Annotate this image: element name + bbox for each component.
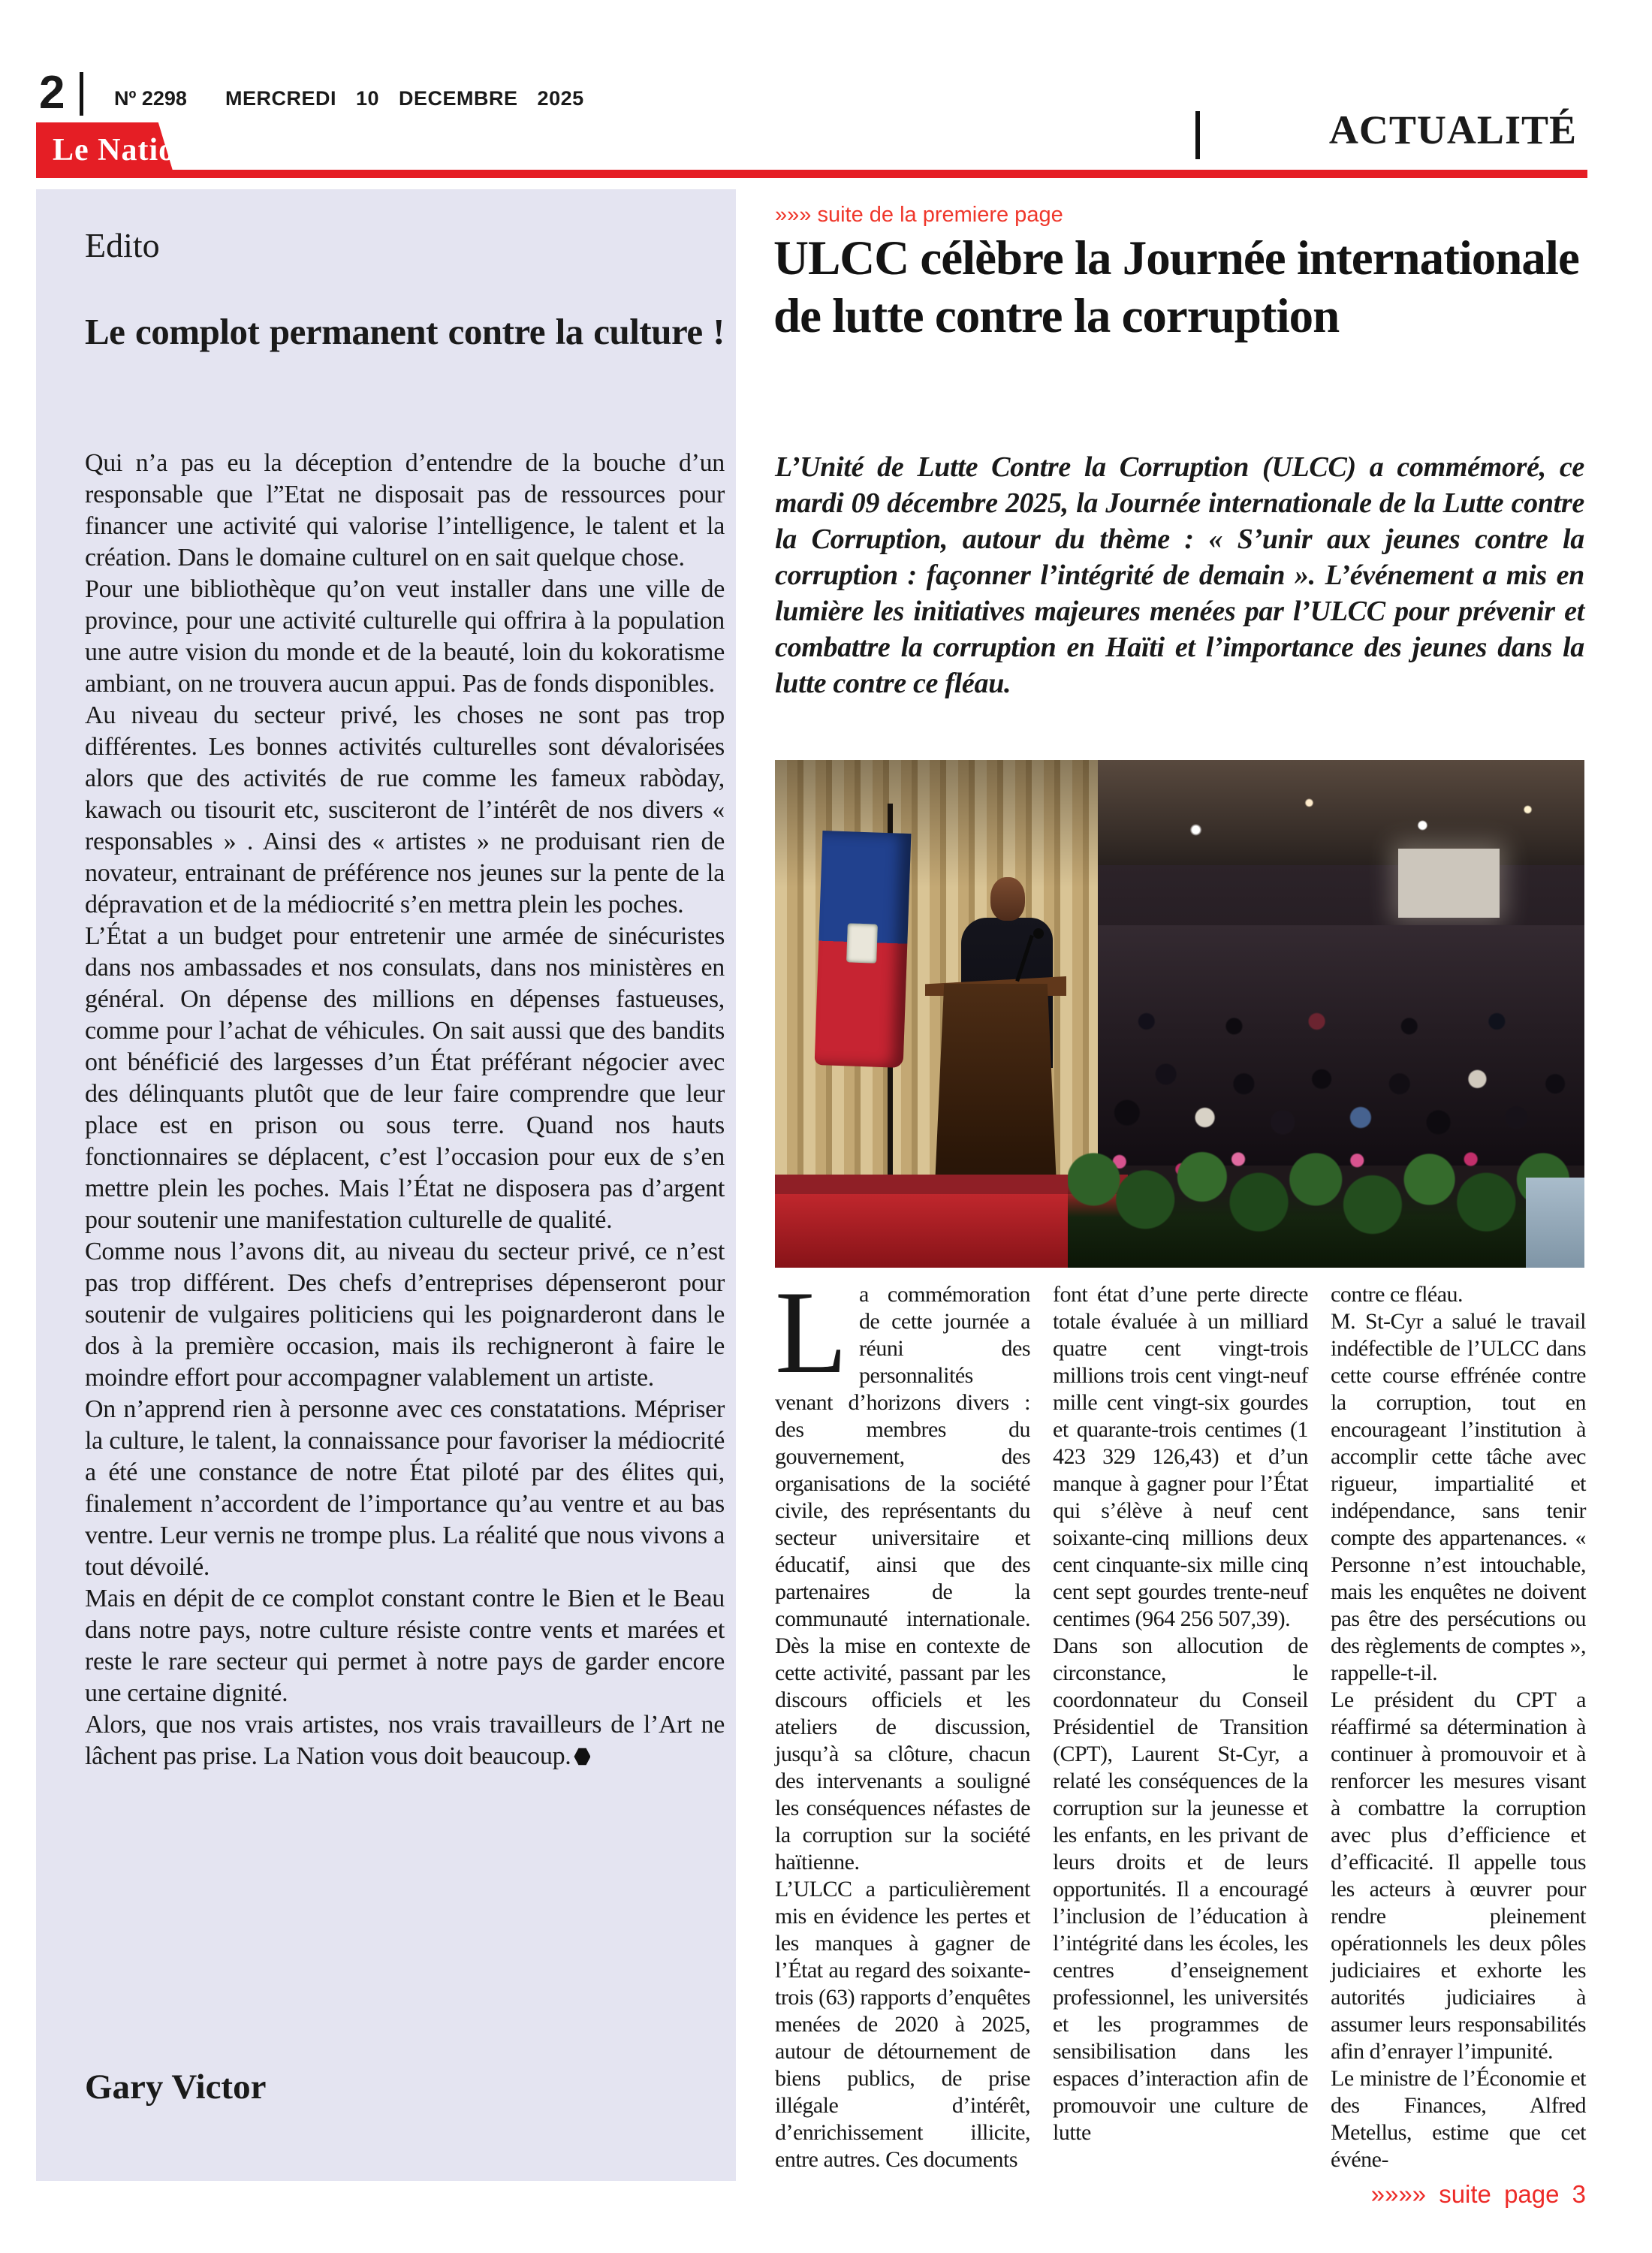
section-title: ACTUALITÉ (1328, 107, 1577, 152)
article-paragraph: L’ULCC a particulièrement mis en évidence les pertes et les manques à gagner de l’État au regard des soixante-trois (63) rapports d’enquêtes menées de 2020 à 2025, autour de détournement de biens publics, de prise illégale d’intérêt, d’enrichissement illicite, entre autres. Ces documents (775, 1877, 1030, 2172)
edito-paragraph: Comme nous l’avons dit, au niveau du secteur privé, ce n’est pas trop différent. Des chefs d’entreprises dépenseront pour soutenir de vulgaires politiciens qui les poignarderont dans le dos à la première occasion, mais ils rechigneront à faire le moindre effort pour accompagner valablement un artiste. (85, 1238, 725, 1392)
newspaper-logo: Le National (53, 133, 220, 167)
article-lede: L’Unité de Lutte Contre la Corruption (ULCC) a commémoré, ce mardi 09 décembre 2025, la Journée internationale de la Lutte contre la Corruption, autour du thème : « S’unir aux jeunes contre la corruption : façonner l’intégrité de demain ». L’événement a mis en lumière les initiatives majeures menées par l’ULCC pour prévenir et combattre la corruption en Haïti et l’importance des jeunes dans la lutte contre ce fléau. (775, 451, 1584, 699)
article-column-1 (775, 1267, 1030, 2182)
article-paragraph: Le ministre de l’Économie et des Finances, Alfred Metellus, estime que cet événe- (1331, 2066, 1586, 2172)
continued-on-page-3-note: »»»» suite page 3 (1370, 2180, 1586, 2208)
edito-paragraph: Pour une bibliothèque qu’on veut installer dans une ville de province, pour une activité culturelle qui offrira à la population une autre vision du monde et de la beauté, loin du kokoratisme ambiant, on ne trouvera aucun appui. Pas de fonds disponibles. (85, 575, 725, 698)
photo-microphone-head (1033, 928, 1044, 939)
edito-title: Le complot permanent contre la culture ! (85, 311, 725, 352)
photo-flower-row (1068, 1142, 1584, 1268)
edito-paragraph: Mais en dépit de ce complot constant contre le Bien et le Beau dans notre pays, notre culture résiste contre vents et marées et reste le rare secteur qui permet à notre pays de garder encore une certaine dignité. (85, 1585, 725, 1707)
article-paragraph: La commémoration de cette journée a réuni des personnalités venant d’horizons divers : des membres du gouvernement, des organisations de la société civile, des représentants du secteur universitaire et éducatif, ainsi que des partenaires de la communauté internationale. Dès la mise en contexte de cette activité, passant par les discours officiels et les ateliers de discussion, jusqu’à sa clôture, chacun des intervenants a souligné les conséquences néfastes de la corruption sur la société haïtienne. (775, 1267, 1030, 1874)
article-column-2 (1053, 1281, 1308, 2182)
end-mark-icon (574, 1748, 590, 1766)
edito-author: Gary Victor (85, 2068, 267, 2107)
section-divider (1195, 111, 1200, 159)
edito-paragraph: On n’apprend rien à personne avec ces constatations. Mépriser la culture, le talent, la connaissance pour favoriser la médiocrité a été une constance de notre État piloté par des élites qui, finalement n’accordent de l’importance qu’au ventre et au bas ventre. Leur vernis ne trompe plus. La réalité que nous vivons a tout dévoilé. (85, 1395, 725, 1581)
article-paragraph: Le président du CPT a réaffirmé sa détermination à continuer à promouvoir et à renforcer les mesures visant à combattre la corruption avec plus d’efficience et d’efficacité. Il appelle tous les acteurs à œuvrer pour rendre pleinement opérationnels les deux pôles judiciaires et exhorte les autorités judiciaires à assumer leurs responsabilités afin d’enrayer l’impunité. (1331, 1687, 1586, 2064)
edito-body (85, 448, 725, 2062)
masthead-rule (36, 170, 1587, 178)
issue-number: Nº 2298 (114, 87, 187, 110)
continued-from-front-kicker: »»» suite de la premiere page (775, 203, 1063, 227)
photo-flag-emblem (846, 923, 878, 963)
edition-date: MERCREDI 10 DECEMBRE 2025 (225, 87, 584, 110)
edito-paragraph: Au niveau du secteur privé, les choses ne sont pas trop différentes. Les bonnes activités culturelles sont dévalorisées alors que des activités de rue comme les fameux rabòday, kawach ou tisourit etc, susciteront de l’intérêt de nos divers « responsables » . Ainsi des « artistes » ne produisant rien de novateur, entrainant de préférence nos jeunes sur la pente de la dépravation et de la médiocrité s’en mettra plein les poches. (85, 701, 725, 918)
photo-projection-screen (1398, 849, 1500, 918)
article-headline: ULCC célèbre la Journée internationale de lutte contre la corruption (773, 231, 1579, 343)
conference-photo (775, 760, 1584, 1268)
edito-paragraph: Qui n’a pas eu la déception d’entendre de la bouche d’un responsable que l”Etat ne disposait pas de ressources pour financer une activité qui valorise l’intelligence, le talent et la création. Dans le domaine culturel on en sait quelque chose. (85, 449, 725, 572)
edito-paragraph: Alors, que nos vrais artistes, nos vrais travailleurs de l’Art ne lâchent pas prise. La Nation vous doit beaucoup. (85, 1711, 725, 1770)
page-number: 2 (39, 67, 64, 119)
article-paragraph: M. St-Cyr a salué le travail indéfectible de l’ULCC dans cette course effrénée contre la corruption, tout en encourageant l’institution à accomplir cette tâche avec rigueur, impartialité et indépendance, sans tenir compte des appartenances. « Personne n’est intouchable, mais les enquêtes ne doivent pas être des persécutions ou des règlements de comptes », rappelle-t-il. (1331, 1309, 1586, 1685)
article-paragraph: contre ce fléau. (1331, 1282, 1464, 1307)
article-paragraph: font état d’une perte directe totale évaluée à un milliard quatre cent vingt-trois millions trois cent vingt-neuf mille cent vingt-six gourdes et quarante-trois centimes (1 423 329 126,43) et d’un manque à gagner pour l’État qui s’élève à neuf cent soixante-cinq millions deux cent cinquante-six mille cinq cent sept gourdes trente-neuf centimes (964 256 507,39). (1053, 1282, 1308, 1631)
photo-audience (1098, 925, 1584, 1166)
photo-stage-monitor (1526, 1178, 1584, 1268)
article-column-3 (1331, 1281, 1586, 2208)
page-number-divider (80, 72, 83, 116)
edito-kicker: Edito (85, 226, 160, 264)
article-paragraph: Dans son allocution de circonstance, le coordonnateur du Conseil Présidentiel de Transition (CPT), Laurent St-Cyr, a relaté les conséquences de la corruption sur la jeunesse et les enfants, en les privant de leurs droits et de leurs opportunités. Il a encouragé l’inclusion de l’éducation à l’intégrité dans les écoles, les centres d’enseignement professionnel, les universités et les programmes de sensibilisation dans les espaces d’interaction afin de promouvoir une culture de lutte (1053, 1633, 1308, 2145)
photo-speaker-head (990, 877, 1025, 921)
edito-paragraph: L’État a un budget pour entretenir une armée de sinécuristes dans nos ambassades et nos consulats, dans nos ministères en général. On dépense des millions en dépenses fastueuses, comme pour l’achat de véhicules. On sait aussi que des bandits ont bénéficié des largesses d’un État préférant négocier avec des délinquants plutôt que de leur faire comprendre que leur place est en prison ou sous terre. Quand nos hauts fonctionnaires se déplacent, c’est l’occasion pour eux de s’en mettre plein les poches. Mais l’État ne disposera pas d’argent pour soutenir une manifestation culturelle de qualité. (85, 922, 725, 1234)
